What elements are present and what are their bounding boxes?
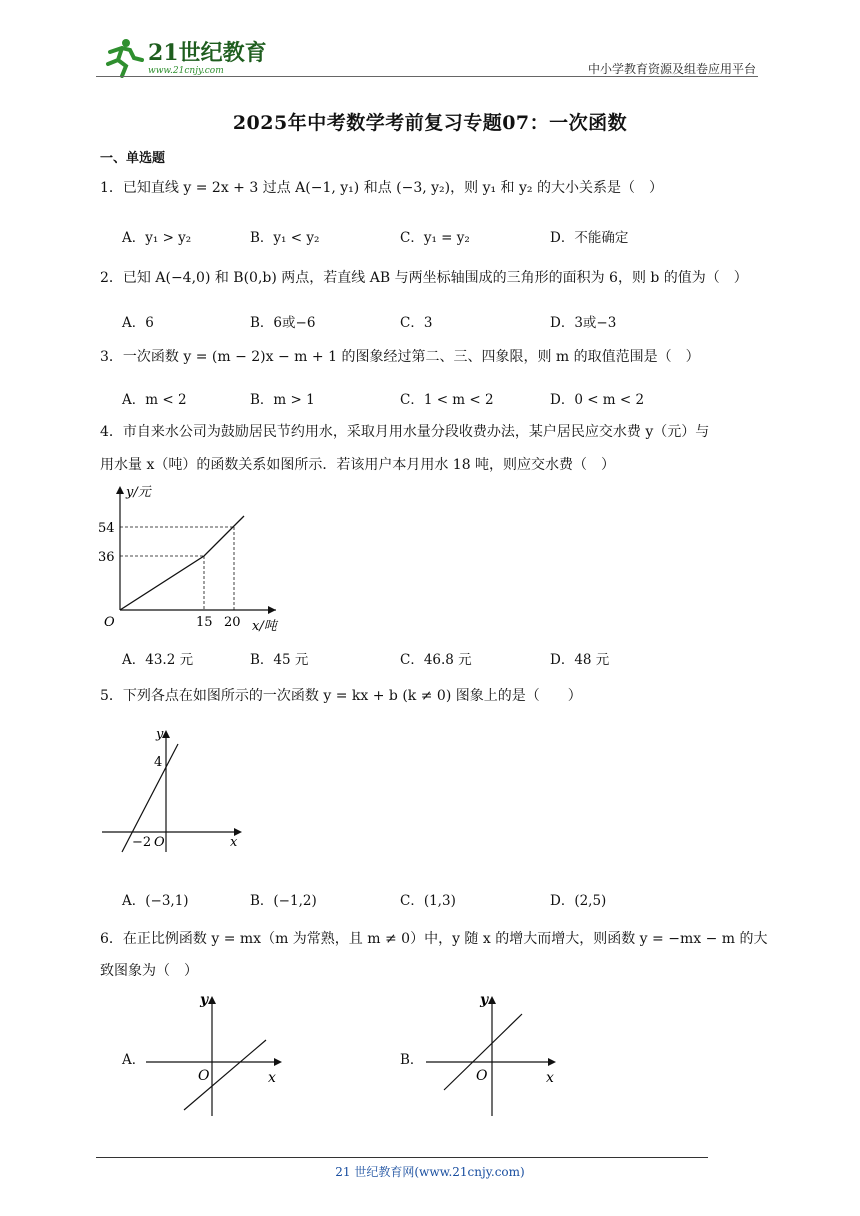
option-b[interactable]: B．	[400, 1052, 424, 1068]
site-logo	[96, 36, 266, 78]
question-number: 4．	[100, 424, 123, 440]
y-axis-label: y	[200, 992, 209, 1008]
question-text: 已知直线 y = 2x + 3 过点 A(−1, y₁) 和点 (−3, y₂)，则 y₁ 和 y₂ 的大小关系是（ ）	[122, 180, 663, 196]
option-d[interactable]: D．0 < m < 2	[550, 392, 645, 408]
option-c[interactable]: C．1 < m < 2	[400, 392, 494, 408]
question-4-line-1	[100, 422, 709, 442]
linear-function-graph	[96, 722, 256, 862]
question-2	[100, 268, 748, 288]
y-axis-label: y	[156, 727, 164, 742]
tick-36: 36	[98, 550, 115, 565]
x-axis-arrow-icon	[548, 1058, 556, 1066]
tick-54: 54	[98, 521, 115, 536]
y-axis-label: y/元	[126, 485, 151, 500]
question-number: 1．	[100, 180, 123, 196]
option-b[interactable]: B．y₁ < y₂	[250, 230, 320, 246]
logo-url: www.21cnjy.com	[148, 66, 224, 76]
x-axis-arrow-icon	[274, 1058, 282, 1066]
option-a[interactable]: A．43.2 元	[122, 652, 194, 668]
question-6-line-1	[100, 929, 767, 949]
option-c[interactable]: C．y₁ = y₂	[400, 230, 470, 246]
question-number: 5．	[100, 688, 123, 704]
question-text: 在正比例函数 y = mx（m 为常熟，且 m ≠ 0）中，y 随 x 的增大而增大，则函数 y = −mx − m 的大	[122, 931, 768, 947]
option-c[interactable]: C．46.8 元	[400, 652, 472, 668]
option-c[interactable]: C．3	[400, 315, 433, 331]
question-text: 一次函数 y = (m − 2)x − m + 1 的图象经过第二、三、四象限，则 m 的取值范围是（ ）	[122, 349, 700, 365]
runner-logo-icon	[96, 36, 266, 78]
option-a[interactable]: A．	[122, 1052, 146, 1068]
option-a-graph	[140, 988, 290, 1118]
tick-15: 15	[196, 615, 213, 630]
y-axis-label: y	[480, 992, 489, 1008]
tick-neg-2: −2	[132, 835, 152, 850]
question-3	[100, 347, 700, 367]
question-text: 下列各点在如图所示的一次函数 y = kx + b (k ≠ 0) 图象上的是（ ）	[122, 688, 582, 704]
option-c[interactable]: C．(1,3)	[400, 893, 456, 909]
option-a[interactable]: A．y₁ > y₂	[122, 230, 192, 246]
x-axis-label: x	[268, 1070, 276, 1086]
x-axis-label: x	[546, 1070, 554, 1086]
function-line	[184, 1040, 266, 1110]
question-5	[100, 686, 582, 706]
option-a[interactable]: A．m < 2	[122, 392, 187, 408]
question-number: 3．	[100, 349, 123, 365]
question-text: 已知 A(−4,0) 和 B(0,b) 两点，若直线 AB 与两坐标轴围成的三角形的面积为 6，则 b 的值为（ ）	[122, 270, 748, 286]
section-heading: 一、单选题	[100, 151, 166, 166]
option-b[interactable]: B．45 元	[250, 652, 309, 668]
y-axis-arrow-icon	[488, 996, 496, 1004]
page-title: 2025年中考数学考前复习专题07：一次函数	[232, 112, 628, 134]
option-b[interactable]: B．(−1,2)	[250, 893, 317, 909]
question-4-line-2: 用水量 x（吨）的函数关系如图所示．若该用户本月用水 18 吨，则应交水费（ ）	[100, 457, 616, 473]
y-axis-arrow-icon	[208, 996, 216, 1004]
tick-4: 4	[154, 755, 163, 770]
question-1	[100, 178, 663, 198]
footer-divider	[96, 1157, 708, 1158]
header-divider	[96, 76, 758, 77]
question-6-line-2: 致图象为（ ）	[100, 963, 198, 979]
option-a[interactable]: A．(−3,1)	[122, 893, 189, 909]
origin-label: O	[154, 835, 165, 850]
x-axis-label: x	[230, 835, 238, 850]
question-text: 市自来水公司为鼓励居民节约用水，采取月用水量分段收费办法，某户居民应交水费 y（元）与	[122, 424, 710, 440]
option-b-graph	[420, 988, 570, 1118]
origin-label: O	[198, 1068, 210, 1084]
tick-20: 20	[224, 615, 241, 630]
origin-label: O	[476, 1068, 488, 1084]
question-number: 6．	[100, 931, 123, 947]
origin-label: O	[104, 615, 115, 630]
footer-link[interactable]: 21 世纪教育网(www.21cnjy.com)	[335, 1165, 525, 1179]
question-number: 2．	[100, 270, 123, 286]
platform-name: 中小学教育资源及组卷应用平台	[587, 62, 756, 76]
logo-text: 21世纪教育	[148, 40, 266, 66]
water-fee-graph	[96, 480, 296, 640]
option-b[interactable]: B．m > 1	[250, 392, 315, 408]
option-b[interactable]: B．6或−6	[250, 315, 316, 331]
option-d[interactable]: D．(2,5)	[550, 893, 607, 909]
option-d[interactable]: D．3或−3	[550, 315, 617, 331]
x-axis-arrow-icon	[268, 606, 276, 614]
y-axis-arrow-icon	[116, 486, 124, 494]
fee-line	[120, 516, 244, 610]
option-d[interactable]: D．不能确定	[550, 230, 629, 246]
option-a[interactable]: A．6	[122, 315, 154, 331]
x-axis-label: x/吨	[252, 619, 277, 634]
option-d[interactable]: D．48 元	[550, 652, 610, 668]
